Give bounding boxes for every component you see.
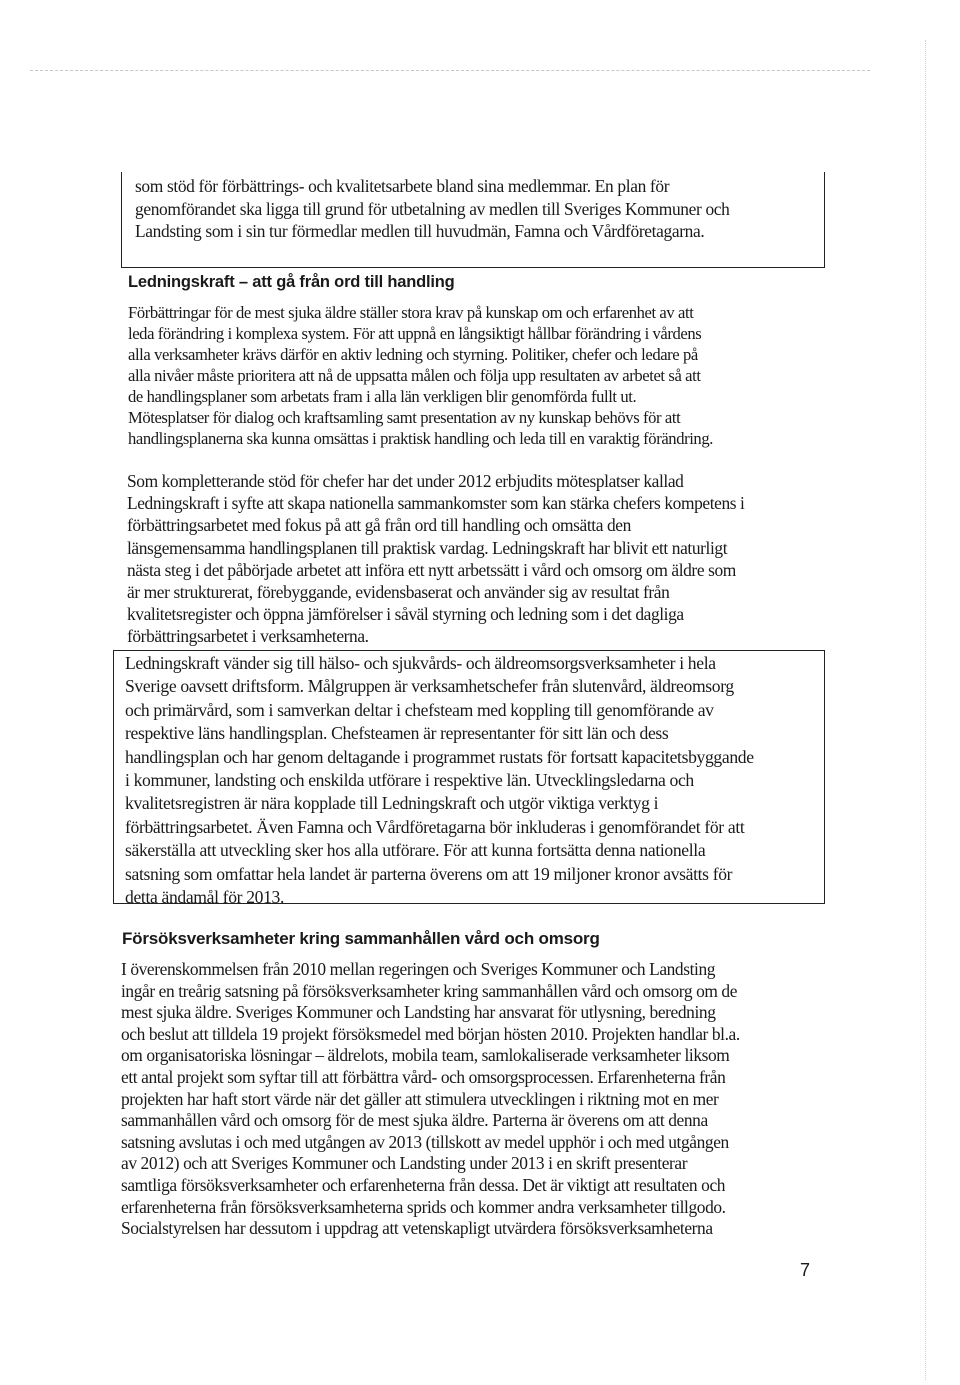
text-line: Ledningskraft i syfte att skapa nationella sammankomster som kan stärka chefers kompetens i xyxy=(127,493,745,514)
text-line: Mötesplatser för dialog och kraftsamling samt presentation av ny kunskap behövs för att xyxy=(128,408,681,427)
text-line: erfarenheterna från försöksverksamheterna sprids och kommer andra verksamheter tillgodo. xyxy=(121,1196,726,1217)
text-line: Landsting som i sin tur förmedlar medlen till huvudmän, Famna och Vårdföretagarna. xyxy=(135,221,705,241)
text-line: handlingsplanerna ska kunna omsättas i praktisk handling och leda till en varaktig förändring. xyxy=(128,429,713,448)
text-line: Som kompletterande stöd för chefer har det under 2012 erbjudits mötesplatser kallad xyxy=(127,471,684,491)
text-line: Socialstyrelsen har dessutom i uppdrag att vetenskapligt utvärdera försöksverksamheterna xyxy=(121,1218,713,1239)
boxed-text-top xyxy=(121,172,825,268)
text-line: är mer strukturerat, förebyggande, evidensbaserat och använder sig av resultat från xyxy=(127,582,670,603)
section-heading-ledningskraft: Ledningskraft – att gå från ord till handling xyxy=(128,273,455,291)
text-line: I överenskommelsen från 2010 mellan regeringen och Sveriges Kommuner och Landsting xyxy=(121,959,716,979)
text-line: detta ändamål för 2013. xyxy=(125,887,285,908)
text-line: satsning avslutas i och med utgången av 2013 (tillskott av medel upphör i och med utgången xyxy=(121,1131,729,1152)
text-line: kvalitetsregistren är nära kopplade till Ledningskraft och utgör viktiga verktyg i xyxy=(125,793,659,814)
text-line: alla verksamheter krävs därför en aktiv ledning och styrning. Politiker, chefer och ledare på xyxy=(128,345,698,364)
text-line: satsning som omfattar hela landet är parterna överens om att 19 miljoner kronor avsätts för xyxy=(125,863,733,884)
text-line: de handlingsplaner som arbetats fram i alla län verkligen blir genomförda fullt ut. xyxy=(128,387,637,406)
text-line: respektive läns handlingsplan. Chefsteamen är representanter för sitt län och dess xyxy=(125,723,669,744)
text-line: om organisatoriska lösningar – äldrelots, mobila team, samlokaliserade verksamheter liksom xyxy=(121,1045,730,1066)
text-line: projekten har haft stort värde när det gäller att stimulera utvecklingen i riktning mot en mer xyxy=(121,1088,719,1109)
text-line: ett antal projekt som syftar till att förbättra vård- och omsorgsprocessen. Erfarenheterna från xyxy=(121,1066,726,1087)
text-line: alla nivåer måste prioritera att nå de uppsatta målen och följa upp resultaten av arbetet så att xyxy=(128,366,701,385)
page-number: 7 xyxy=(800,1260,811,1280)
text-line: och primärvård, som i samverkan deltar i chefsteam med koppling till genomförande av xyxy=(125,699,714,720)
page-edge-artifact xyxy=(925,40,926,1380)
text-line: av 2012) och att Sveriges Kommuner och Landsting under 2013 i en skrift presenterar xyxy=(121,1153,688,1174)
text-line: sammanhållen vård och omsorg för de mest sjuka äldre. Parterna är överens om att denna xyxy=(121,1110,708,1131)
text-line: som stöd för förbättrings- och kvalitetsarbete bland sina medlemmar. En plan för xyxy=(135,176,670,196)
text-line: Ledningskraft vänder sig till hälso- och sjukvårds- och äldreomsorgsverksamheter i hela xyxy=(125,653,716,673)
text-line: förbättringsarbetet. Även Famna och Vårdföretagarna bör inkluderas i genomförandet för att xyxy=(125,816,745,837)
text-line: ingår en treårig satsning på försöksverksamheter kring sammanhållen vård och omsorg om de xyxy=(121,980,738,1001)
text-line: i kommuner, landsting och enskilda utförare i respektive län. Utvecklingsledarna och xyxy=(125,770,694,791)
text-line: Förbättringar för de mest sjuka äldre ställer stora krav på kunskap om och erfarenhet av att xyxy=(128,303,694,322)
paragraph-ledningskraft-support xyxy=(127,470,745,648)
paragraph-ledningskraft-intro xyxy=(128,302,713,449)
scan-artifact-line xyxy=(30,70,870,71)
text-line: mest sjuka äldre. Sveriges Kommuner och Landsting har ansvarat för utlysning, beredning xyxy=(121,1002,716,1023)
text-line: handlingsplan och har genom deltagande i programmet rustats för fortsatt kapacitetsbyggande xyxy=(125,746,754,767)
paragraph-forsoksverksamheter xyxy=(121,959,740,1240)
text-line: nästa steg i det påbörjade arbetet att införa ett nytt arbetssätt i vård och omsorg om äldre som xyxy=(127,559,736,580)
section-heading-forsoksverksamheter: Försöksverksamheter kring sammanhållen vård och omsorg xyxy=(122,929,600,948)
text-line: genomförandet ska ligga till grund för utbetalning av medlen till Sveriges Kommuner och xyxy=(135,198,730,219)
text-line: kvalitetsregister och öppna jämförelser i såväl styrning och ledning som i det dagliga xyxy=(127,604,684,625)
text-line: förbättringsarbetet med fokus på att gå från ord till handling och omsätta den xyxy=(127,515,631,536)
text-line: länsgemensamma handlingsplanen till praktisk vardag. Ledningskraft har blivit ett naturligt xyxy=(127,537,728,558)
text-line: säkerställa att utveckling sker hos alla utförare. För att kunna fortsätta denna nationella xyxy=(125,840,706,861)
text-line: leda förändring i komplexa system. För att uppnå en långsiktigt hållbar förändring i vårdens xyxy=(128,324,702,343)
text-line: förbättringsarbetet i verksamheterna. xyxy=(127,626,369,647)
boxed-text-middle xyxy=(113,650,825,908)
text-line: Sverige oavsett driftsform. Målgruppen är verksamhetschefer från slutenvård, äldreomsorg xyxy=(125,676,734,697)
text-line: och beslut att tilldela 19 projekt försöksmedel med början hösten 2010. Projekten handlar bl.a. xyxy=(121,1023,740,1044)
text-line: samtliga försöksverksamheter och erfarenheterna från dessa. Det är viktigt att resultaten och xyxy=(121,1174,726,1195)
